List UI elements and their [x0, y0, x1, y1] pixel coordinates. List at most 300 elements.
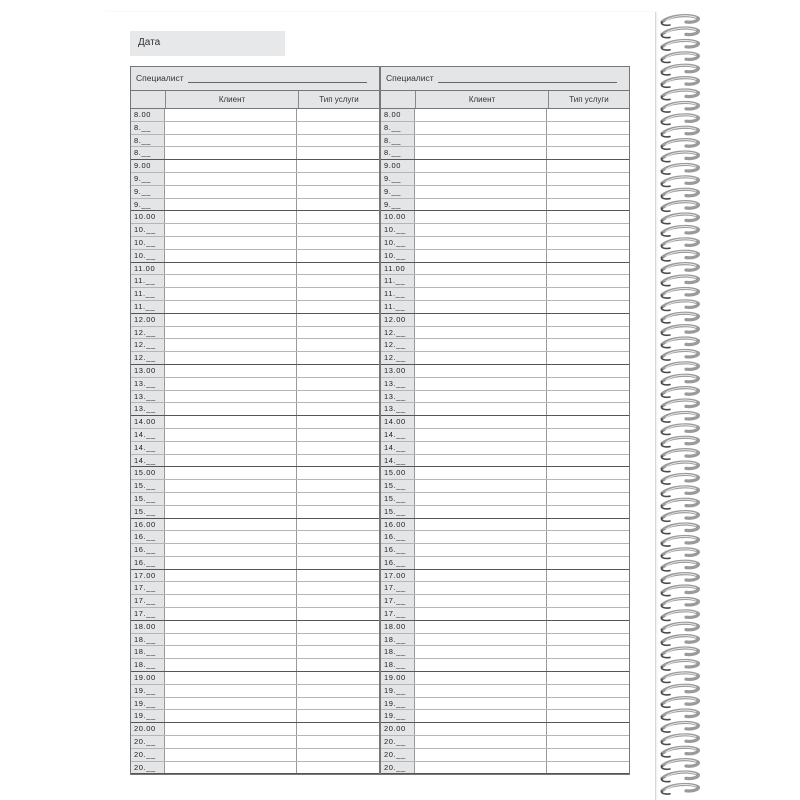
spiral-coil	[661, 276, 698, 286]
client-cell[interactable]	[415, 160, 547, 172]
time-slot-rows	[381, 109, 629, 774]
client-cell[interactable]	[165, 211, 297, 223]
time-cell: 9.__	[381, 186, 415, 198]
time-cell: 9.__	[131, 173, 165, 185]
client-cell[interactable]	[415, 698, 547, 710]
service-type-cell[interactable]	[547, 736, 629, 748]
client-cell[interactable]	[165, 301, 297, 313]
time-cell: 11.__	[131, 301, 165, 313]
client-cell[interactable]	[415, 250, 547, 262]
service-type-cell[interactable]	[547, 710, 629, 722]
time-cell: 20.__	[381, 762, 415, 774]
table-row	[381, 429, 629, 442]
client-cell[interactable]	[415, 147, 547, 159]
service-type-cell[interactable]	[547, 762, 629, 774]
client-cell[interactable]	[415, 339, 547, 351]
client-cell[interactable]	[165, 237, 297, 249]
service-type-cell[interactable]	[297, 698, 379, 710]
table-row	[381, 672, 629, 685]
service-type-cell[interactable]	[547, 646, 629, 658]
table-row	[131, 211, 379, 224]
client-cell[interactable]	[165, 339, 297, 351]
client-cell[interactable]	[415, 301, 547, 313]
client-cell[interactable]	[415, 211, 547, 223]
service-type-cell[interactable]	[547, 698, 629, 710]
service-type-cell[interactable]	[297, 224, 379, 236]
client-cell[interactable]	[165, 557, 297, 569]
spiral-coil	[661, 536, 698, 546]
service-type-cell[interactable]	[547, 237, 629, 249]
time-cell: 18.__	[381, 659, 415, 671]
spiral-coil	[661, 450, 698, 460]
service-type-cell[interactable]	[297, 519, 379, 531]
client-cell[interactable]	[165, 147, 297, 159]
time-cell: 11.__	[131, 288, 165, 300]
service-type-cell[interactable]	[297, 314, 379, 326]
client-cell[interactable]	[415, 109, 547, 121]
service-type-cell[interactable]	[547, 467, 629, 479]
client-cell[interactable]	[165, 199, 297, 211]
spiral-coil	[661, 698, 698, 708]
specialist-input-line[interactable]	[438, 82, 617, 83]
client-cell[interactable]	[415, 467, 547, 479]
spiral-coil	[661, 140, 698, 150]
time-cell: 15.__	[381, 506, 415, 518]
client-cell[interactable]	[415, 224, 547, 236]
service-type-cell[interactable]	[297, 199, 379, 211]
service-type-cell[interactable]	[297, 275, 379, 287]
client-cell[interactable]	[415, 365, 547, 377]
client-cell[interactable]	[415, 480, 547, 492]
spiral-coil	[661, 710, 698, 720]
time-cell: 12.__	[381, 339, 415, 351]
client-cell[interactable]	[415, 582, 547, 594]
client-cell[interactable]	[415, 429, 547, 441]
time-cell: 10.__	[381, 237, 415, 249]
column-subheader	[131, 91, 379, 109]
client-cell[interactable]	[415, 531, 547, 543]
spiral-coil	[661, 350, 698, 360]
client-cell[interactable]	[165, 391, 297, 403]
time-cell: 17.__	[131, 608, 165, 620]
client-cell[interactable]	[165, 672, 297, 684]
client-cell[interactable]	[415, 557, 547, 569]
client-cell[interactable]	[415, 314, 547, 326]
service-type-cell[interactable]	[547, 327, 629, 339]
time-cell: 10.00	[131, 211, 165, 223]
client-cell[interactable]	[165, 109, 297, 121]
service-type-cell[interactable]	[297, 429, 379, 441]
client-cell[interactable]	[165, 455, 297, 467]
service-type-cell[interactable]	[297, 506, 379, 518]
spiral-coil	[661, 313, 698, 323]
service-type-cell[interactable]	[297, 531, 379, 543]
table-row	[131, 416, 379, 429]
service-type-cell[interactable]	[547, 442, 629, 454]
service-type-cell[interactable]	[547, 147, 629, 159]
service-type-cell[interactable]	[297, 403, 379, 415]
service-type-cell[interactable]	[547, 250, 629, 262]
client-cell[interactable]	[165, 250, 297, 262]
service-type-cell[interactable]	[297, 186, 379, 198]
client-cell[interactable]	[165, 634, 297, 646]
client-cell[interactable]	[165, 736, 297, 748]
table-row	[381, 557, 629, 570]
time-cell: 13.__	[131, 378, 165, 390]
service-type-cell[interactable]	[547, 109, 629, 121]
client-cell[interactable]	[415, 506, 547, 518]
client-cell[interactable]	[415, 659, 547, 671]
service-type-cell[interactable]	[547, 480, 629, 492]
service-type-cell[interactable]	[297, 135, 379, 147]
service-type-cell[interactable]	[547, 173, 629, 185]
client-header: Клиент	[166, 91, 299, 108]
time-cell: 12.__	[381, 352, 415, 364]
service-type-cell[interactable]	[297, 608, 379, 620]
client-cell[interactable]	[415, 685, 547, 697]
service-type-cell[interactable]	[297, 250, 379, 262]
service-type-cell[interactable]	[297, 211, 379, 223]
service-type-cell[interactable]	[547, 365, 629, 377]
service-type-cell[interactable]	[297, 442, 379, 454]
client-cell[interactable]	[165, 570, 297, 582]
client-cell[interactable]	[165, 749, 297, 761]
spiral-coil	[661, 164, 698, 174]
client-cell[interactable]	[415, 608, 547, 620]
table-row	[131, 621, 379, 634]
service-type-cell[interactable]	[297, 237, 379, 249]
table-row	[131, 365, 379, 378]
table-row	[381, 646, 629, 659]
service-type-cell[interactable]	[547, 723, 629, 735]
client-cell[interactable]	[165, 595, 297, 607]
time-cell: 10.__	[131, 237, 165, 249]
client-cell[interactable]	[165, 480, 297, 492]
client-cell[interactable]	[165, 352, 297, 364]
date-field[interactable]	[130, 31, 285, 56]
table-row	[131, 480, 379, 493]
service-type-cell[interactable]	[547, 403, 629, 415]
service-type-cell[interactable]	[547, 557, 629, 569]
client-cell[interactable]	[415, 199, 547, 211]
client-cell[interactable]	[165, 160, 297, 172]
service-type-cell[interactable]	[297, 544, 379, 556]
table-row	[381, 365, 629, 378]
client-cell[interactable]	[415, 135, 547, 147]
client-cell[interactable]	[415, 442, 547, 454]
client-cell[interactable]	[415, 544, 547, 556]
client-cell[interactable]	[165, 698, 297, 710]
client-cell[interactable]	[415, 263, 547, 275]
service-type-cell[interactable]	[297, 263, 379, 275]
table-row	[381, 442, 629, 455]
client-cell[interactable]	[415, 646, 547, 658]
time-cell: 11.00	[381, 263, 415, 275]
client-cell[interactable]	[415, 519, 547, 531]
service-type-cell[interactable]	[297, 352, 379, 364]
client-cell[interactable]	[415, 736, 547, 748]
client-cell[interactable]	[165, 582, 297, 594]
spiral-coil	[661, 78, 698, 88]
service-type-cell[interactable]	[547, 582, 629, 594]
service-type-cell[interactable]	[547, 595, 629, 607]
client-cell[interactable]	[165, 621, 297, 633]
table-row	[131, 762, 379, 775]
spiral-coil	[661, 660, 698, 670]
client-cell[interactable]	[165, 403, 297, 415]
specialist-input-line[interactable]	[188, 82, 367, 83]
table-row	[131, 442, 379, 455]
service-type-cell[interactable]	[297, 736, 379, 748]
time-cell: 16.00	[131, 519, 165, 531]
service-type-cell[interactable]	[297, 595, 379, 607]
service-type-cell[interactable]	[547, 211, 629, 223]
column-subheader	[381, 91, 629, 109]
service-type-cell[interactable]	[547, 685, 629, 697]
service-type-cell[interactable]	[547, 659, 629, 671]
time-cell: 19.00	[131, 672, 165, 684]
client-cell[interactable]	[165, 378, 297, 390]
table-row	[381, 109, 629, 122]
client-cell[interactable]	[415, 403, 547, 415]
date-label: Дата	[138, 37, 161, 48]
service-type-cell[interactable]	[297, 160, 379, 172]
service-type-cell[interactable]	[547, 352, 629, 364]
client-cell[interactable]	[165, 646, 297, 658]
table-row	[381, 391, 629, 404]
service-type-cell[interactable]	[297, 582, 379, 594]
table-row	[131, 147, 379, 160]
table-row	[381, 378, 629, 391]
table-row	[381, 723, 629, 736]
time-cell: 12.__	[131, 327, 165, 339]
client-cell[interactable]	[165, 442, 297, 454]
client-cell[interactable]	[415, 327, 547, 339]
table-row	[131, 544, 379, 557]
spiral-coil	[661, 574, 698, 584]
client-cell[interactable]	[415, 455, 547, 467]
client-cell[interactable]	[165, 288, 297, 300]
client-cell[interactable]	[165, 429, 297, 441]
table-row	[381, 762, 629, 775]
client-cell[interactable]	[415, 288, 547, 300]
service-type-cell[interactable]	[547, 224, 629, 236]
client-cell[interactable]	[415, 672, 547, 684]
client-cell[interactable]	[165, 416, 297, 428]
service-type-cell[interactable]	[297, 122, 379, 134]
service-type-cell[interactable]	[297, 339, 379, 351]
service-type-cell[interactable]	[297, 762, 379, 774]
client-cell[interactable]	[165, 186, 297, 198]
service-type-cell[interactable]	[547, 672, 629, 684]
service-type-cell[interactable]	[547, 519, 629, 531]
service-type-cell[interactable]	[297, 480, 379, 492]
client-cell[interactable]	[165, 531, 297, 543]
client-cell[interactable]	[165, 135, 297, 147]
client-cell[interactable]	[415, 237, 547, 249]
spiral-coil	[661, 251, 698, 261]
client-cell[interactable]	[165, 327, 297, 339]
client-cell[interactable]	[415, 634, 547, 646]
client-cell[interactable]	[415, 352, 547, 364]
table-row	[131, 698, 379, 711]
service-type-cell[interactable]	[297, 455, 379, 467]
client-cell[interactable]	[165, 122, 297, 134]
service-type-cell[interactable]	[547, 570, 629, 582]
time-slot-rows	[131, 109, 379, 774]
time-cell: 14.__	[131, 429, 165, 441]
table-row	[131, 173, 379, 186]
time-cell: 9.00	[131, 160, 165, 172]
client-cell[interactable]	[415, 493, 547, 505]
client-cell[interactable]	[165, 275, 297, 287]
client-cell[interactable]	[165, 608, 297, 620]
service-type-cell[interactable]	[297, 467, 379, 479]
table-row	[381, 250, 629, 263]
service-type-cell[interactable]	[547, 122, 629, 134]
service-type-cell[interactable]	[547, 416, 629, 428]
service-type-cell[interactable]	[297, 723, 379, 735]
time-cell: 17.__	[381, 595, 415, 607]
client-cell[interactable]	[165, 173, 297, 185]
service-type-cell[interactable]	[297, 685, 379, 697]
table-row	[131, 378, 379, 391]
client-cell[interactable]	[415, 595, 547, 607]
client-cell[interactable]	[415, 173, 547, 185]
service-type-cell[interactable]	[547, 531, 629, 543]
spiral-coil	[661, 784, 698, 794]
client-cell[interactable]	[415, 378, 547, 390]
table-row	[381, 544, 629, 557]
service-type-cell[interactable]	[297, 749, 379, 761]
service-type-cell[interactable]	[297, 557, 379, 569]
spiral-coil	[661, 239, 698, 249]
table-row	[131, 557, 379, 570]
service-type-cell[interactable]	[547, 493, 629, 505]
client-cell[interactable]	[165, 659, 297, 671]
client-cell[interactable]	[415, 723, 547, 735]
service-type-cell[interactable]	[547, 634, 629, 646]
table-row	[381, 685, 629, 698]
service-type-cell[interactable]	[297, 391, 379, 403]
table-row	[131, 736, 379, 749]
spiral-coil	[661, 388, 698, 398]
table-row	[131, 672, 379, 685]
spiral-coil	[661, 40, 698, 50]
time-cell: 8.__	[381, 122, 415, 134]
service-type-cell[interactable]	[297, 710, 379, 722]
schedule-column-left	[130, 66, 380, 775]
service-type-cell[interactable]	[297, 109, 379, 121]
service-type-cell[interactable]	[547, 544, 629, 556]
table-row	[131, 224, 379, 237]
service-type-cell[interactable]	[297, 416, 379, 428]
service-type-cell[interactable]	[547, 135, 629, 147]
service-type-cell[interactable]	[547, 429, 629, 441]
specialist-label: Специалист	[386, 73, 434, 83]
client-cell[interactable]	[415, 391, 547, 403]
client-cell[interactable]	[165, 723, 297, 735]
service-type-cell[interactable]	[547, 263, 629, 275]
time-cell: 8.00	[381, 109, 415, 121]
client-cell[interactable]	[165, 710, 297, 722]
table-row	[131, 646, 379, 659]
table-row	[131, 608, 379, 621]
service-type-cell[interactable]	[297, 646, 379, 658]
service-type-cell[interactable]	[547, 339, 629, 351]
client-cell[interactable]	[165, 493, 297, 505]
table-row	[131, 186, 379, 199]
service-type-cell[interactable]	[547, 391, 629, 403]
service-type-cell[interactable]	[547, 378, 629, 390]
service-type-cell[interactable]	[297, 301, 379, 313]
service-type-cell[interactable]	[547, 314, 629, 326]
client-cell[interactable]	[165, 314, 297, 326]
service-type-cell[interactable]	[547, 749, 629, 761]
service-type-cell[interactable]	[297, 634, 379, 646]
client-cell[interactable]	[415, 570, 547, 582]
table-row	[131, 429, 379, 442]
spiral-coil	[661, 177, 698, 187]
client-cell[interactable]	[165, 506, 297, 518]
service-type-cell[interactable]	[297, 378, 379, 390]
service-type-cell[interactable]	[547, 301, 629, 313]
service-type-cell[interactable]	[297, 570, 379, 582]
service-type-cell[interactable]	[297, 288, 379, 300]
service-type-cell[interactable]	[297, 173, 379, 185]
service-type-cell[interactable]	[297, 365, 379, 377]
service-type-cell[interactable]	[297, 327, 379, 339]
spiral-coil	[661, 611, 698, 621]
service-type-cell[interactable]	[297, 672, 379, 684]
time-cell: 17.__	[131, 595, 165, 607]
service-type-cell[interactable]	[547, 275, 629, 287]
service-type-cell[interactable]	[547, 288, 629, 300]
service-type-cell[interactable]	[547, 199, 629, 211]
client-cell[interactable]	[165, 263, 297, 275]
service-type-cell[interactable]	[547, 455, 629, 467]
service-type-cell[interactable]	[297, 147, 379, 159]
service-type-cell[interactable]	[547, 186, 629, 198]
client-cell[interactable]	[165, 224, 297, 236]
service-type-cell[interactable]	[547, 160, 629, 172]
table-row	[131, 263, 379, 276]
service-type-cell[interactable]	[297, 493, 379, 505]
service-type-cell[interactable]	[297, 621, 379, 633]
client-cell[interactable]	[165, 519, 297, 531]
client-cell[interactable]	[165, 365, 297, 377]
client-cell[interactable]	[415, 122, 547, 134]
service-type-cell[interactable]	[297, 659, 379, 671]
client-cell[interactable]	[415, 416, 547, 428]
client-cell[interactable]	[165, 685, 297, 697]
client-cell[interactable]	[415, 762, 547, 774]
client-cell[interactable]	[165, 762, 297, 774]
client-cell[interactable]	[165, 544, 297, 556]
table-row	[131, 199, 379, 212]
spiral-coil	[661, 115, 698, 125]
service-type-cell[interactable]	[547, 608, 629, 620]
client-cell[interactable]	[415, 275, 547, 287]
service-type-cell[interactable]	[547, 621, 629, 633]
client-cell[interactable]	[415, 749, 547, 761]
client-cell[interactable]	[415, 186, 547, 198]
client-cell[interactable]	[165, 467, 297, 479]
spiral-coil	[661, 214, 698, 224]
client-cell[interactable]	[415, 710, 547, 722]
client-cell[interactable]	[415, 621, 547, 633]
service-type-cell[interactable]	[547, 506, 629, 518]
